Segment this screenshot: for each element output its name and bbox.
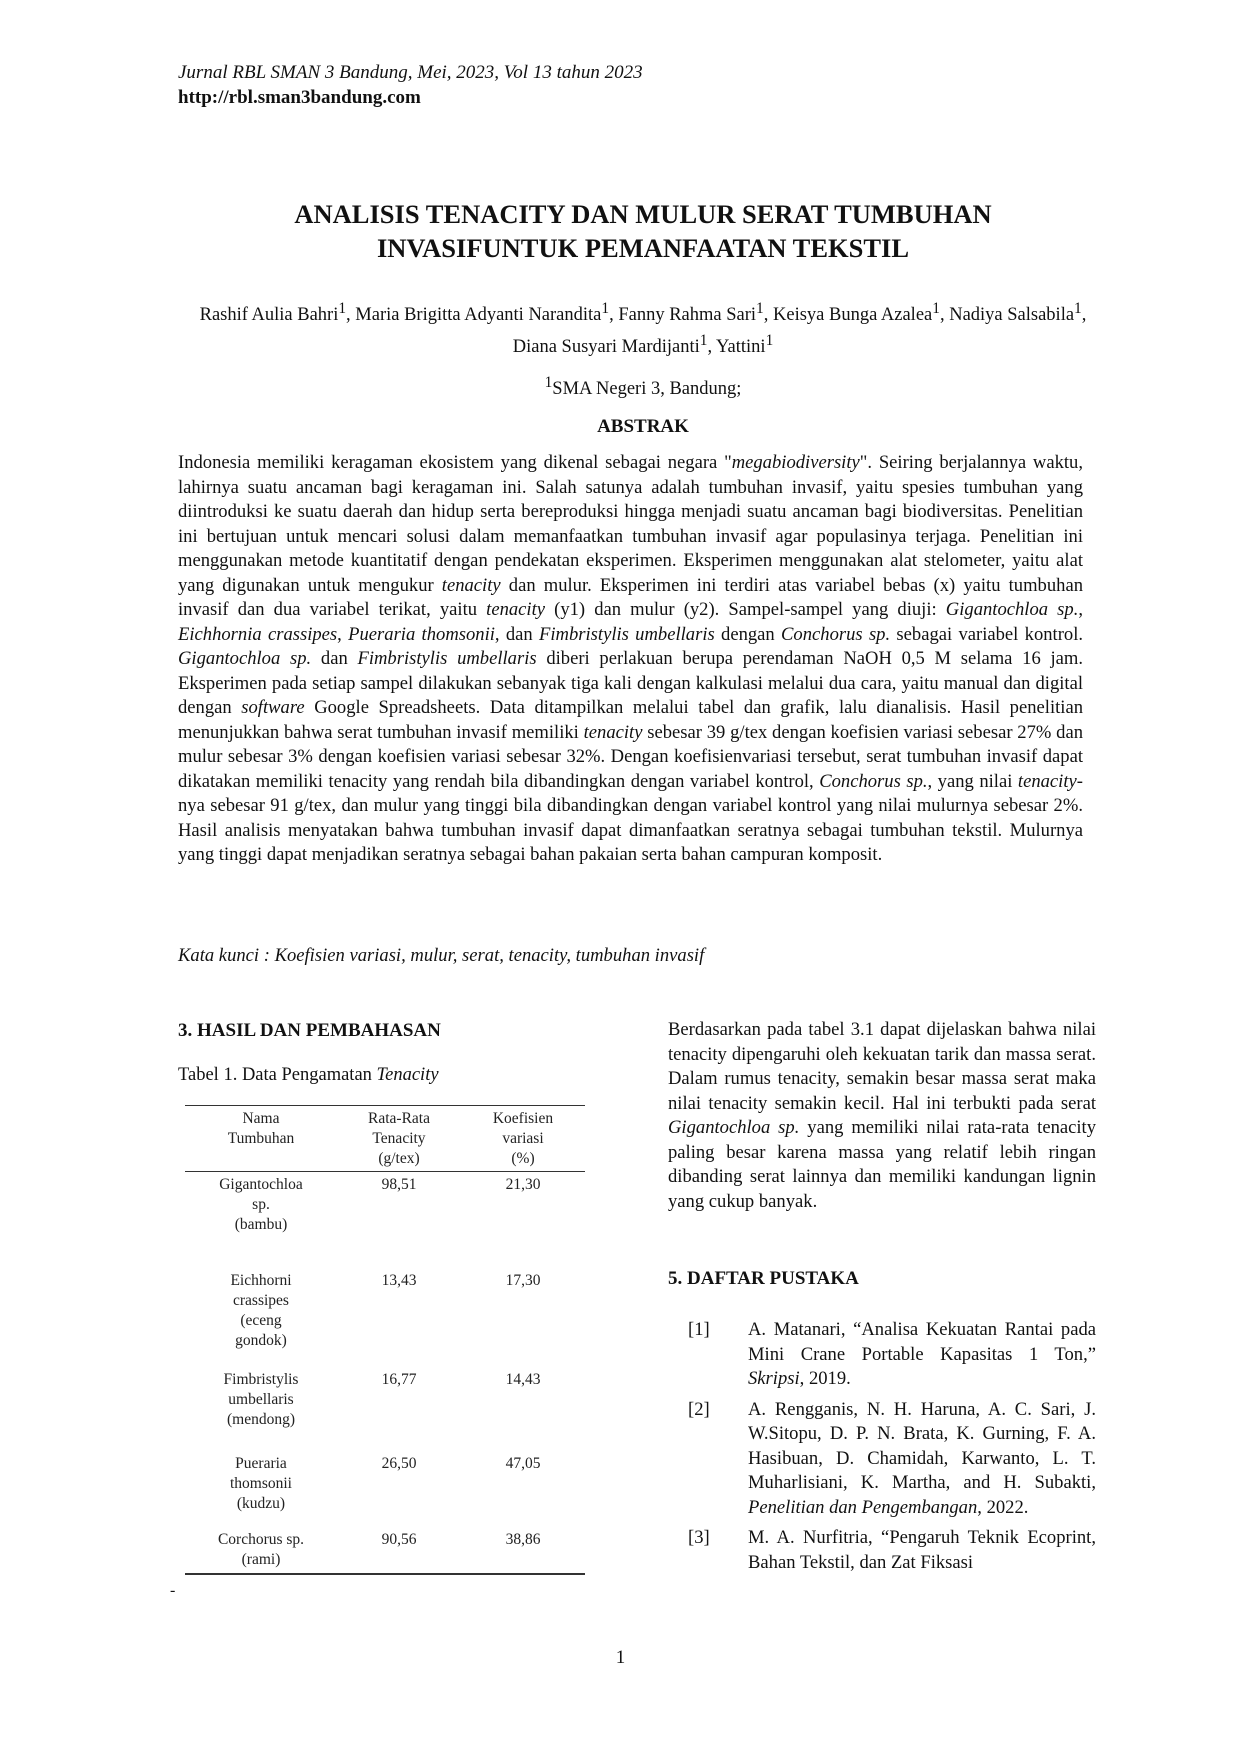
table-row: Corchorus sp. (rami) 90,56 38,86 [217,1530,541,1568]
col-header-mean: Rata-Rata Tenacity (g/tex) [368,1110,430,1167]
journal-url[interactable]: http://rbl.sman3bandung.com [178,87,421,108]
title-line-2: INVASIFUNTUK PEMANFAATAN TEKSTIL [376,233,910,263]
author: Diana Susyari Mardijanti [512,337,700,358]
table-row: Pueraria thomsonii (kudzu) 26,50 47,05 [229,1454,541,1512]
abstract-heading: ABSTRAK [597,416,689,437]
page-number: 1 [615,1647,626,1668]
abstract-body: Indonesia memiliki keragaman ekosistem yang dikenal sebagai negara "megabiodiversity". Seiring berjalannya waktu, lahirnya suatu ancaman bagi keragaman ini. Salah satunya adalah tumbuhan invasif, yaitu spesies tumbuhan yang diintroduksi ke suatu daerah dan hidup serta bereproduksi hingga menjadi suatu ancaman bagi biodiversitas. Penelitian ini bertujuan untuk mencari solusi dalam memanfaatkan tumbuhan invasif agar populasinya terjaga. Penelitian ini menggunakan metode kuantitatif dengan pendekatan eksperimen. Eksperimen menggunakan alat stelometer, yaitu alat yang digunakan untuk mengukur tenacity dan mulur. Eksperimen ini terdiri atas variabel bebas (x) yaitu tumbuhan invasif dan dua variabel terikat, yaitu tenacity (y1) dan mulur (y2). Sampel-sampel yang diuji: Gigantochloa sp., Eichhornia crassipes, Pueraria thomsonii, dan Fimbristylis umbellaris dengan Conchorus sp. sebagai variabel kontrol. Gigantochloa sp. dan Fimbristylis umbellaris diberi perlakuan berupa perendaman NaOH 0,5 M selama 16 jam. Eksperimen pada setiap sampel dilakukan sebanyak tiga kali dengan kalkulasi melalui dua cara, yaitu manual dan digital dengan software Google Spreadsheets. Data ditampilkan melalui tabel dan grafik, lalu dianalisis. Hasil penelitian menunjukkan bahwa serat tumbuhan invasif memiliki tenacity sebesar 39 g/tex dengan koefisien variasi sebesar 27% dan mulur sebesar 3% dengan koefisien variasi sebesar 32%. Dengan koefisienvariasi tersebut, serat tumbuhan invasif dapat dikatakan memiliki tenacity yang rendah bila dibandingkan dengan variabel kontrol, Conchorus sp., yang nilai tenacity-nya sebesar 91 g/tex, dan mulur yang tinggi bila dibandingkan dengan variabel kontrol yang nilai mulurnya sebesar 2%. Hasil analisis menyatakan bahwa tumbuhan invasif dapat dimanfaatkan seratnya sebagai tumbuhan tekstil. Mulurnya yang tinggi dapat menjadikan seratnya sebagai bahan pakaian serta bahan campuran komposit. [178,452,1084,865]
table-header-row [185,1106,585,1172]
table-row: Gigantochloa sp. (bambu) 98,51 21,30 [219,1176,541,1233]
reference-item: [3] M. A. Nurfitria, “Pengaruh Teknik Ecoprint, Bahan Tekstil, dan Zat Fiksasi [688,1527,1096,1573]
author: Maria Brigitta Adyanti Narandita [355,305,602,326]
col-header-name: Nama Tumbuhan [227,1110,295,1147]
author-list: Rashif Aulia Bahri$^1$, Maria Brigitta Adyanti Narandita$^1$, Fanny Rahma Sari$^1$, Keisya Bunga Azalea$^1$, Nadiya Salsabila$^1$, Diana Susyari Mardijanti$^1$, Yattini$^1$ [199,300,1087,358]
table-caption: Tabel 1. Data Pengamatan Tenacity [178,1065,439,1085]
author: Rashif Aulia Bahri [199,305,339,326]
tenacity-table [185,1105,585,1597]
reference-list [688,1318,1096,1581]
reference-item: [1] A. Matanari, “Analisa Kekuatan Rantai pada Mini Crane Portable Kapasitas 1 Ton,” Skripsi, 2019. [688,1319,1096,1389]
running-header [178,60,643,110]
table-row: Eichhorni crassipes (eceng gondok) 13,43 17,30 [230,1271,541,1349]
title-line-1: ANALISIS TENACITY DAN MULUR SERAT TUMBUHAN [294,199,992,229]
table-row: Fimbristylis umbellaris (mendong) 16,77 14,43 [223,1370,541,1428]
keywords: Kata kunci : Koefisien variasi, mulur, serat, tenacity, tumbuhan invasif [178,945,705,966]
author: Yattini [716,337,766,358]
stray-dash: - [170,1582,176,1599]
affiliation: $^1$SMA Negeri 3, Bandung; [544,374,742,400]
col-header-cv: Koefisien variasi (%) [492,1110,554,1167]
section-heading-references: 5. DAFTAR PUSTAKA [668,1268,859,1289]
author: Fanny Rahma Sari [618,305,757,326]
author: Keisya Bunga Azalea [773,305,933,326]
section-heading-results: 3. HASIL DAN PEMBAHASAN [178,1020,441,1041]
author: Nadiya Salsabila [949,305,1075,326]
results-paragraph: Berdasarkan pada tabel 3.1 dapat dijelaskan bahwa nilai tenacity dipengaruhi oleh kekuatan tarik dan massa serat. Dalam rumus tenacity, semakin besar massa serat maka nilai tenacity semakin kecil. Hal ini terbukti pada serat Gigantochloa sp. yang memiliki nilai rata-rata tenacity paling besar karena massa yang relatif lebih ringan dibanding serat lainnya dan memiliki kandungan lignin yang cukup banyak. [668,1019,1097,1212]
reference-item: [2] A. Rengganis, N. H. Haruna, A. C. Sari, J. W.Sitopu, D. P. N. Brata, K. Gurning, F. A. Hasibuan, D. Chamidah, Karwanto, L. T. Muharlisiani, K. Martha, and H. Subakti, Penelitian dan Pengembangan, 2022. [688,1398,1096,1518]
journal-name: Jurnal RBL SMAN 3 Bandung, Mei, 2023, Vol 13 tahun 2023 [178,62,643,83]
table-bottom-rule [185,1573,585,1575]
paper-title [178,197,1108,265]
